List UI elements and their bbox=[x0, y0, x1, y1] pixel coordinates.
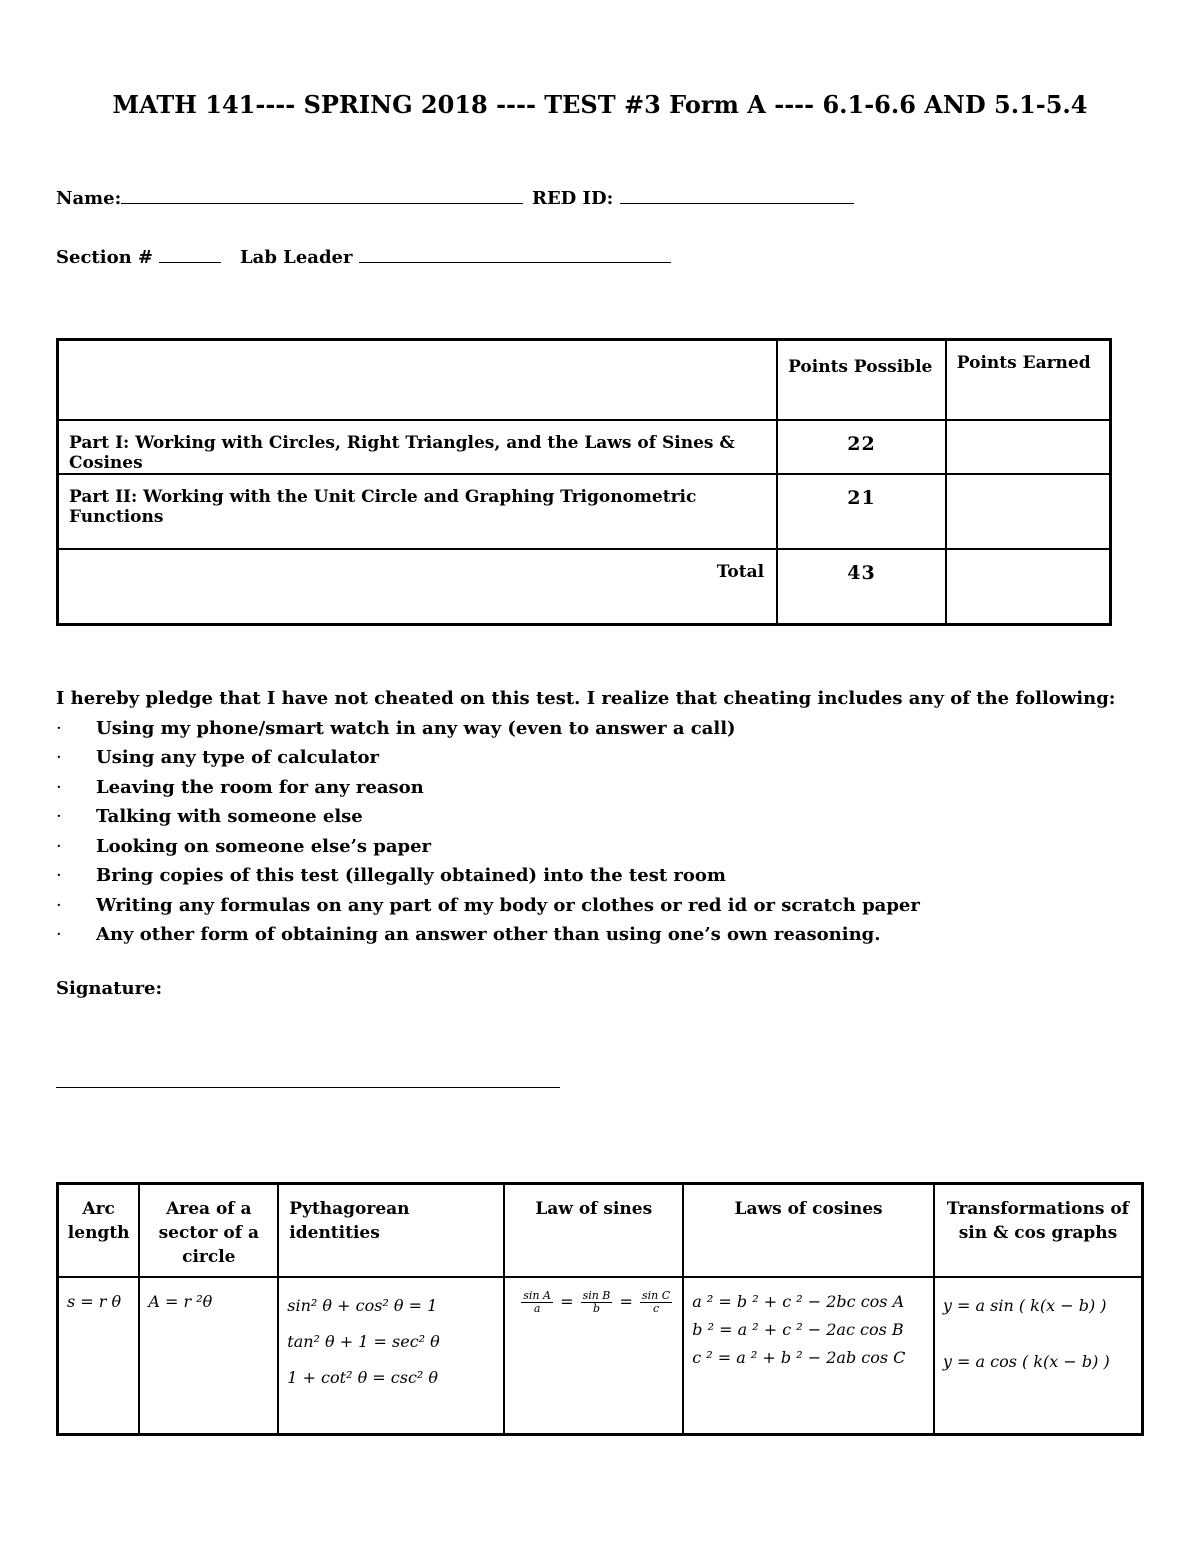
list-item: · Any other form of obtaining an answer other than using one’s own reasoning. bbox=[56, 920, 1156, 950]
red-id-field[interactable] bbox=[532, 188, 854, 209]
laws-of-cosines-header: Laws of cosines bbox=[683, 1184, 934, 1277]
red-id-line bbox=[620, 202, 854, 204]
points-earned-header: Points Earned bbox=[946, 340, 1111, 420]
formula-row bbox=[58, 1277, 1143, 1435]
points-possible-header: Points Possible bbox=[777, 340, 946, 420]
part-1-label: Part I: Working with Circles, Right Triangles, and the Laws of Sines & Cosines bbox=[58, 420, 778, 474]
red-id-label: RED ID: bbox=[532, 188, 614, 209]
total-label: Total bbox=[58, 549, 778, 625]
part-2-earned[interactable] bbox=[946, 474, 1111, 549]
bullet: · bbox=[56, 717, 62, 739]
bullet: · bbox=[56, 924, 62, 945]
section-field[interactable] bbox=[56, 247, 221, 268]
part-2-label: Part II: Working with the Unit Circle and Graphing Trigonometric Functions bbox=[58, 474, 778, 549]
lab-leader-line bbox=[359, 261, 671, 263]
bullet: · bbox=[56, 894, 62, 916]
lab-leader-label: Lab Leader bbox=[240, 247, 353, 268]
fraction: $\frac{\text{sin C}}{c}$ bbox=[641, 1288, 671, 1315]
pledge-list bbox=[56, 714, 1156, 950]
law-of-sines-header: Law of sines bbox=[504, 1184, 683, 1277]
list-item: · Writing any formulas on any part of my body or clothes or red id or scratch paper bbox=[56, 891, 1156, 921]
pythagorean-formulas: sin² θ + cos² θ = 1 tan² θ + 1 = sec² θ 1 + cot² θ = csc² θ bbox=[278, 1277, 504, 1435]
section-label: Section # bbox=[56, 247, 154, 268]
score-header-row bbox=[58, 340, 1111, 420]
part-2-possible: 21 bbox=[777, 474, 946, 549]
list-item: · Using any type of calculator bbox=[56, 743, 1156, 773]
bullet: · bbox=[56, 865, 62, 886]
bullet: · bbox=[56, 747, 62, 768]
part-1-earned[interactable] bbox=[946, 420, 1111, 474]
sector-area-formula: A = r ²θ bbox=[139, 1277, 278, 1435]
bullet: · bbox=[56, 776, 62, 798]
name-line bbox=[121, 202, 523, 204]
table-row bbox=[58, 474, 1111, 549]
section-line bbox=[159, 261, 221, 263]
total-row bbox=[58, 549, 1111, 625]
formula-table bbox=[56, 1182, 1144, 1436]
score-table bbox=[56, 338, 1112, 626]
part-1-possible: 22 bbox=[777, 420, 946, 474]
name-label: Name: bbox=[56, 188, 122, 209]
list-item: · Looking on someone else’s paper bbox=[56, 832, 1156, 862]
signature-label: Signature: bbox=[56, 978, 163, 999]
transformations-formulas: y = a sin ( k(x − b) ) y = a cos ( k(x − b) ) bbox=[934, 1277, 1143, 1435]
bullet: · bbox=[56, 835, 62, 857]
score-header-blank bbox=[58, 340, 778, 420]
list-item: · Using my phone/smart watch in any way (even to answer a call) bbox=[56, 714, 1156, 744]
total-possible: 43 bbox=[777, 549, 946, 625]
law-of-sines-formula: $\frac{\text{sin A}}{a}$ = $\frac{\text{sin B}}{b}$ = $\frac{\text{sin C}}{c}$ bbox=[504, 1277, 683, 1435]
pledge-intro: I hereby pledge that I have not cheated on this test. I realize that cheating includes any of the following: bbox=[56, 688, 1116, 709]
arc-length-header: Arc length bbox=[58, 1184, 140, 1277]
transformations-header: Transformations of sin & cos graphs bbox=[934, 1184, 1143, 1277]
bullet: · bbox=[56, 806, 62, 827]
formula-header-row bbox=[58, 1184, 1143, 1277]
fraction: $\frac{\text{sin B}}{b}$ bbox=[582, 1288, 611, 1315]
pythagorean-header: Pythagorean identities bbox=[278, 1184, 504, 1277]
lab-leader-field[interactable] bbox=[240, 247, 671, 268]
arc-length-formula: s = r θ bbox=[58, 1277, 140, 1435]
table-row bbox=[58, 420, 1111, 474]
list-item: · Leaving the room for any reason bbox=[56, 773, 1156, 803]
name-field[interactable] bbox=[56, 188, 523, 209]
pledge-section bbox=[56, 684, 1156, 950]
total-earned[interactable] bbox=[946, 549, 1111, 625]
fraction: $\frac{\text{sin A}}{a}$ bbox=[523, 1288, 551, 1315]
list-item: · Talking with someone else bbox=[56, 802, 1156, 832]
signature-line[interactable] bbox=[56, 1087, 560, 1088]
page-title: MATH 141---- SPRING 2018 ---- TEST #3 Form A ---- 6.1-6.6 AND 5.1-5.4 bbox=[112, 90, 1088, 119]
list-item: · Bring copies of this test (illegally obtained) into the test room bbox=[56, 861, 1156, 891]
laws-of-cosines-formulas: a ² = b ² + c ² − 2bc cos A b ² = a ² + c ² − 2ac cos B c ² = a ² + b ² − 2ab cos C bbox=[683, 1277, 934, 1435]
sector-area-header: Area of a sector of a circle bbox=[139, 1184, 278, 1277]
